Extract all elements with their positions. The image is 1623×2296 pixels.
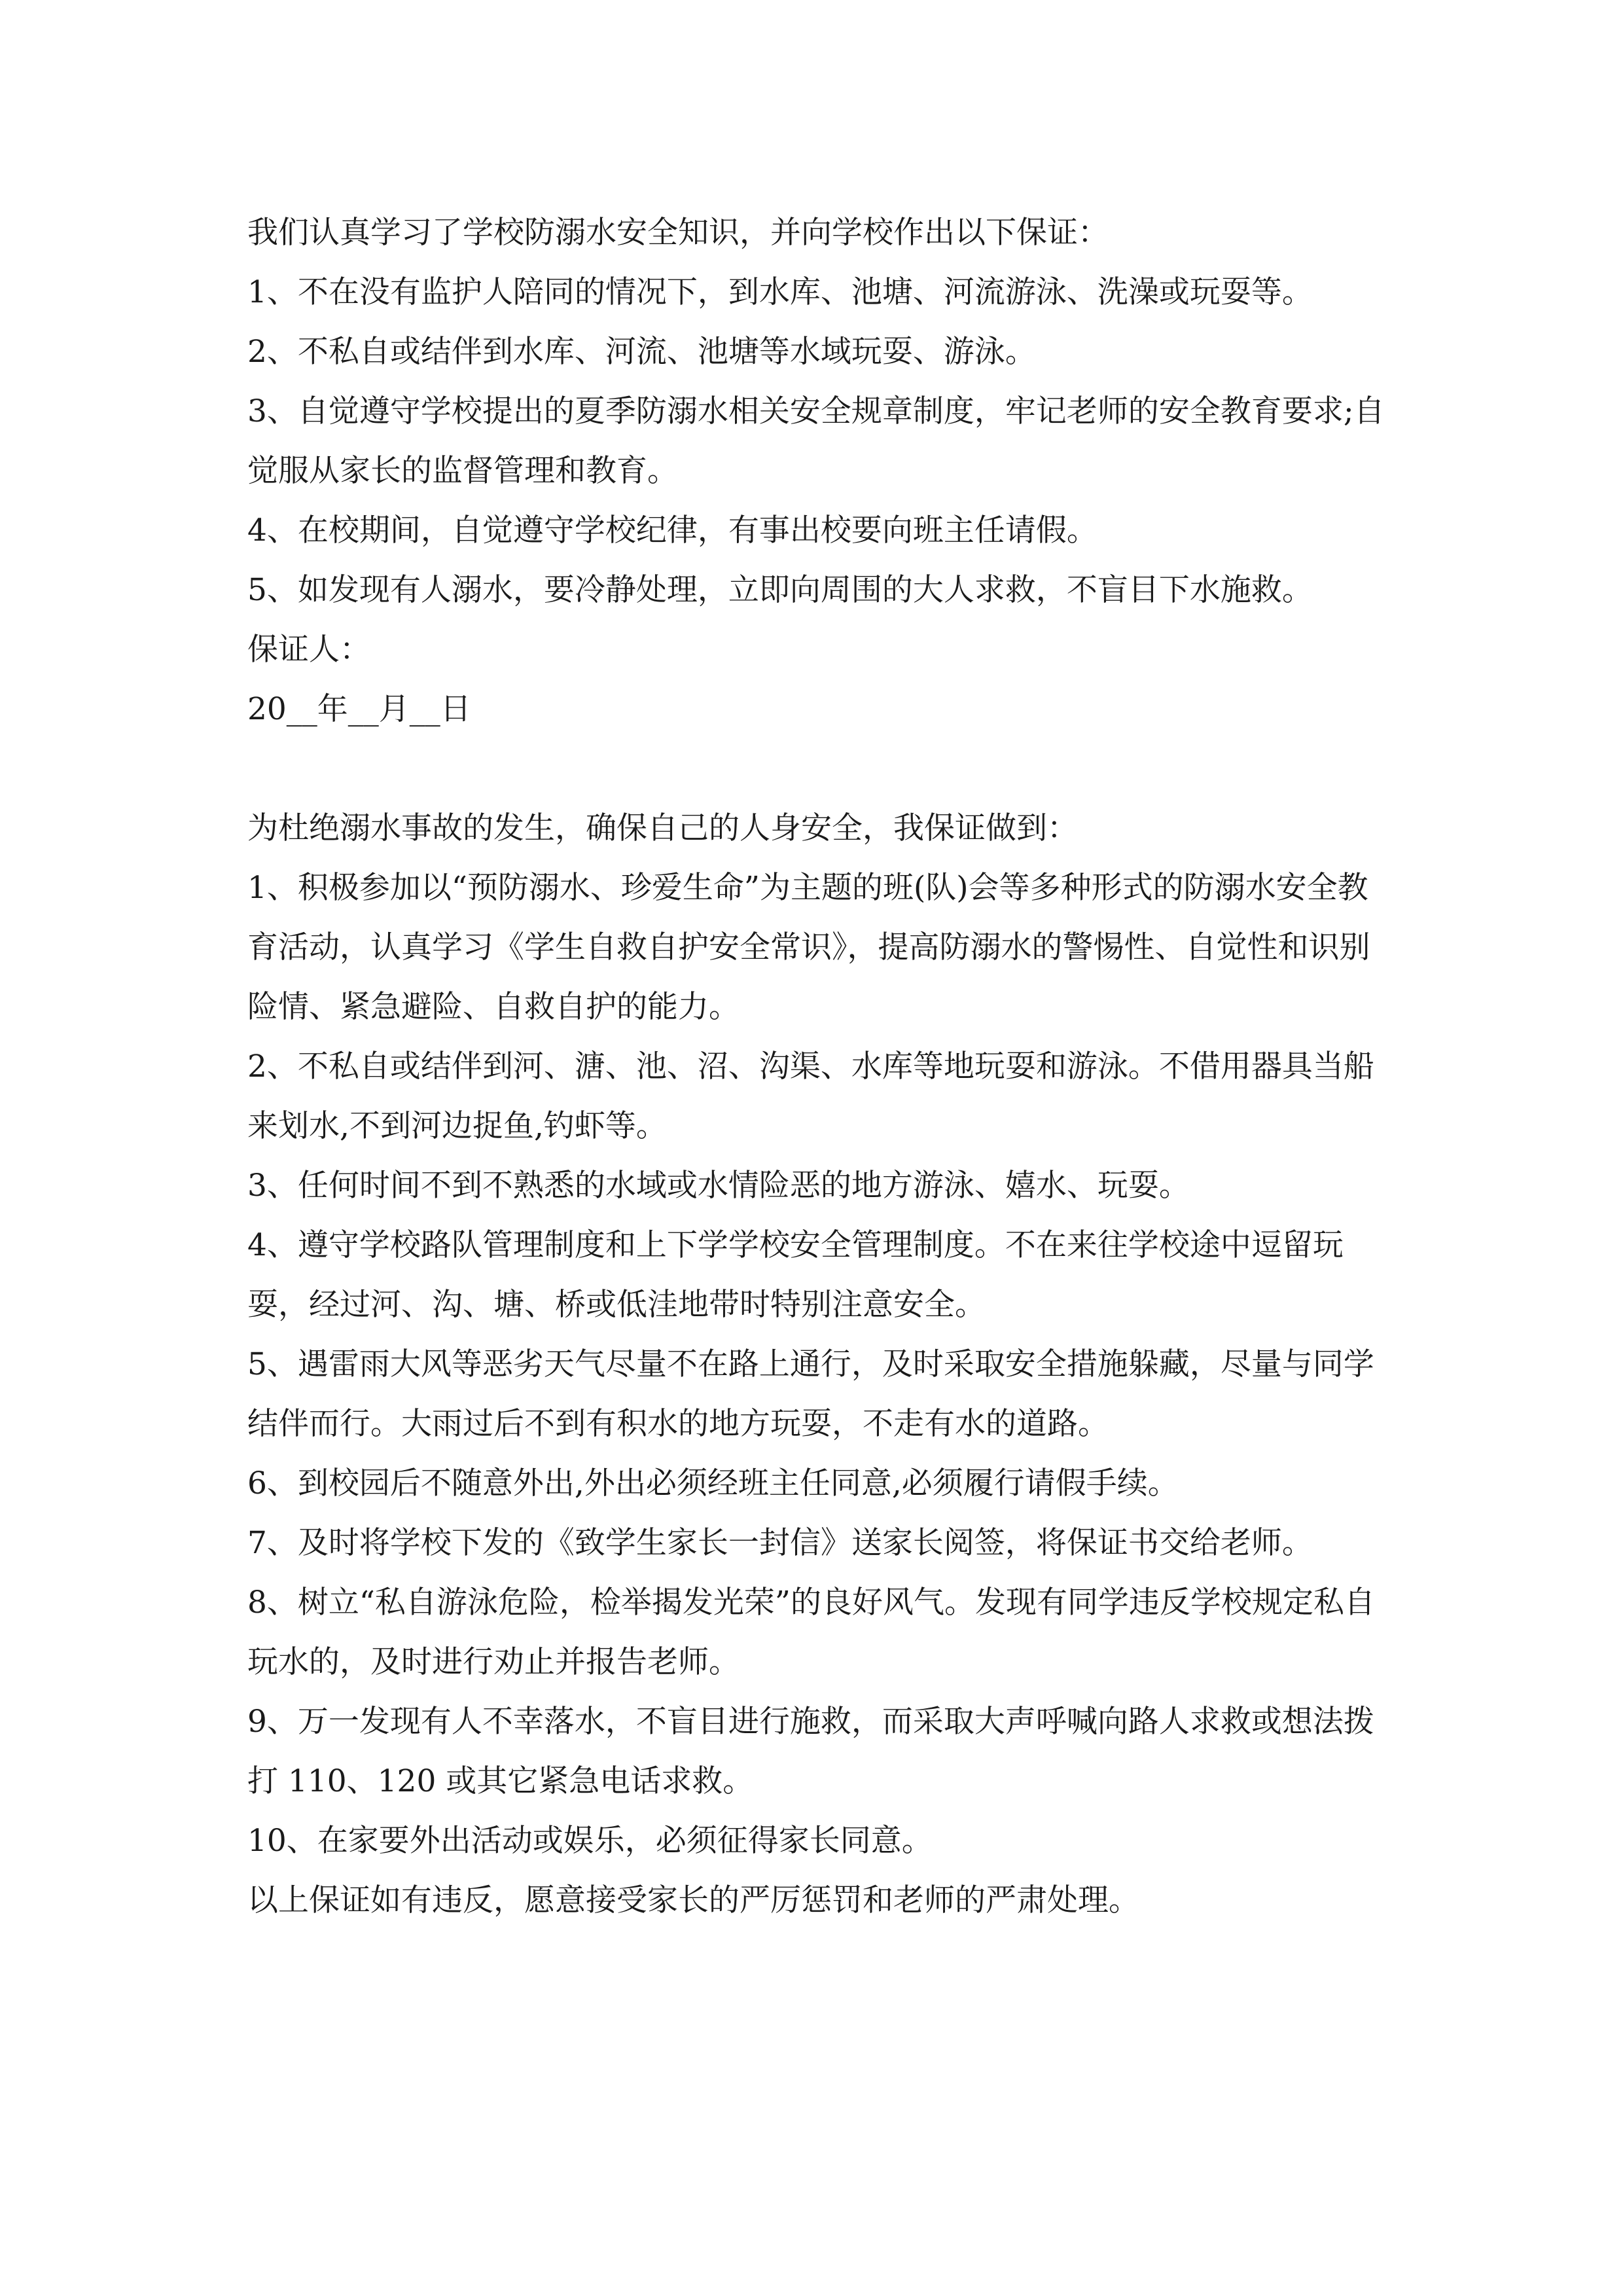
section2-item: 7、及时将学校下发的《致学生家长一封信》送家长阅签，将保证书交给老师。 (247, 1525, 1313, 1561)
section1-intro: 我们认真学习了学校防溺水安全知识，并向学校作出以下保证： (247, 215, 1109, 251)
section1-item: 1、不在没有监护人陪同的情况下，到水库、池塘、河流游泳、洗澡或玩耍等。 (247, 274, 1313, 310)
section2-item: 1、积极参加以“预防溺水、珍爱生命”为主题的班(队)会等多种形式的防溺水安全教育活动，认真学习《学生自救自护安全常识》，提高防溺水的警惕性、自觉性和识别险情、紧急避险、自救自护的能力。 (247, 870, 1370, 1025)
section2-item: 3、任何时间不到不熟悉的水域或水情险恶的地方游泳、嬉水、玩耍。 (247, 1168, 1190, 1204)
date-line: 20__年__月__日 (247, 691, 471, 727)
section2-item: 4、遵守学校路队管理制度和上下学学校安全管理制度。不在来往学校途中逗留玩耍，经过河、沟、塘、桥或低洼地带时特别注意安全。 (247, 1227, 1344, 1323)
section2-item: 5、遇雷雨大风等恶劣天气尽量不在路上通行，及时采取安全措施躲藏，尽量与同学结伴而行。大雨过后不到有积水的地方玩耍，不走有水的道路。 (247, 1346, 1374, 1442)
section1-item: 4、在校期间，自觉遵守学校纪律，有事出校要向班主任请假。 (247, 512, 1097, 548)
guarantor-label: 保证人： (247, 632, 370, 668)
section2-item: 10、在家要外出活动或娱乐，必须征得家长同意。 (247, 1823, 933, 1859)
section2-item: 9、万一发现有人不幸落水，不盲目进行施救，而采取大声呼喊向路人求救或想法拨打 110、120 或其它紧急电话求救。 (247, 1704, 1374, 1799)
section2-intro: 为杜绝溺水事故的发生，确保自己的人身安全，我保证做到： (247, 810, 1078, 846)
section1-item: 2、不私自或结伴到水库、河流、池塘等水域玩耍、游泳。 (247, 334, 1036, 370)
section2-item: 8、树立“私自游泳危险，检举揭发光荣”的良好风气。发现有同学违反学校规定私自玩水的，及时进行劝止并报告老师。 (247, 1585, 1375, 1680)
section1-item: 5、如发现有人溺水，要冷静处理，立即向周围的大人求救，不盲目下水施救。 (247, 572, 1313, 608)
document-body (247, 203, 1386, 1930)
section2-item: 6、到校园后不随意外出,外出必须经班主任同意,必须履行请假手续。 (247, 1465, 1179, 1501)
section1-item: 3、自觉遵守学校提出的夏季防溺水相关安全规章制度，牢记老师的安全教育要求;自觉服从家长的监督管理和教育。 (247, 393, 1385, 489)
section2-item: 2、不私自或结伴到河、溏、池、沼、沟渠、水库等地玩耍和游泳。不借用器具当船来划水,不到河边捉鱼,钓虾等。 (247, 1049, 1374, 1144)
section2-closing: 以上保证如有违反，愿意接受家长的严厉惩罚和老师的严肃处理。 (247, 1882, 1139, 1918)
section-gap (247, 739, 1386, 798)
